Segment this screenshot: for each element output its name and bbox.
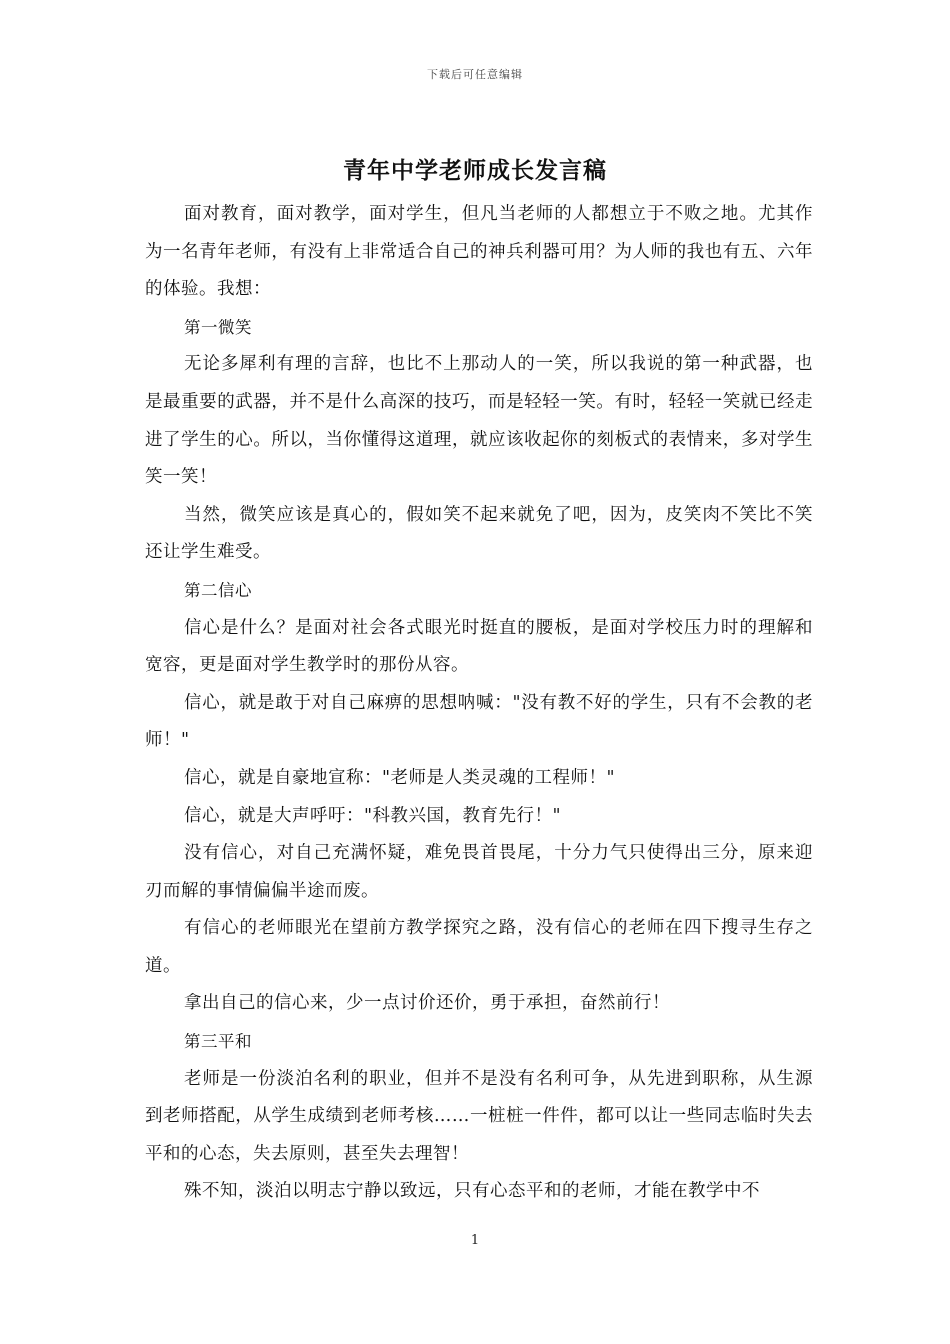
paragraph-confidence-7: 拿出自己的信心来，少一点讨价还价，勇于承担，奋然前行！	[184, 993, 670, 1014]
paragraph-confidence-1: 信心是什么？是面对社会各式眼光时挺直的腰板，是面对学校压力时的理解和宽容，更是面对学生教学时的那份从容。	[145, 617, 813, 676]
document-title: 青年中学老师成长发言稿	[343, 157, 607, 184]
page-number: 1	[470, 1233, 480, 1248]
document-body	[145, 196, 813, 1211]
paragraph-confidence-3: 信心，就是自豪地宣称："老师是人类灵魂的工程师！"	[184, 767, 616, 788]
paragraph-confidence-4: 信心，就是大声呼吁："科教兴国，教育先行！"	[184, 805, 562, 826]
paragraph-smile-1: 无论多犀利有理的言辞，也比不上那动人的一笑，所以我说的第一种武器，也是最重要的武器，并不是什么高深的技巧，而是轻轻一笑。有时，轻轻一笑就已经走进了学生的心。所以，当你懂得这道理，就应该收起你的刻板式的表情来，多对学生笑一笑！	[145, 354, 813, 488]
paragraph-calm-2: 殊不知，淡泊以明志宁静以致远，只有心态平和的老师，才能在教学中不	[184, 1181, 760, 1202]
paragraph-confidence-2: 信心，就是敢于对自己麻痹的思想呐喊："没有教不好的学生，只有不会教的老师！"	[145, 692, 813, 751]
page-header-note: 下载后可任意编辑	[427, 68, 523, 81]
paragraph-confidence-6: 有信心的老师眼光在望前方教学探究之路，没有信心的老师在四下搜寻生存之道。	[145, 918, 813, 976]
section-heading-confidence: 第二信心	[184, 580, 252, 600]
section-heading-calm: 第三平和	[184, 1032, 252, 1052]
section-heading-smile: 第一微笑	[184, 317, 252, 337]
paragraph-smile-2: 当然，微笑应该是真心的，假如笑不起来就免了吧，因为，皮笑肉不笑比不笑还让学生难受。	[145, 504, 813, 563]
paragraph-calm-1: 老师是一份淡泊名利的职业，但并不是没有名利可争，从先进到职称，从生源到老师搭配，从学生成绩到老师考核……一桩桩一件件，都可以让一些同志临时失去平和的心态，失去原则，甚至失去理智！	[145, 1068, 813, 1164]
paragraph-intro: 面对教育，面对教学，面对学生，但凡当老师的人都想立于不败之地。尤其作为一名青年老师，有没有上非常适合自己的神兵利器可用？为人师的我也有五、六年的体验。我想：	[145, 204, 813, 300]
paragraph-confidence-5: 没有信心，对自己充满怀疑，难免畏首畏尾，十分力气只使得出三分，原来迎刃而解的事情偏偏半途而废。	[145, 843, 813, 901]
